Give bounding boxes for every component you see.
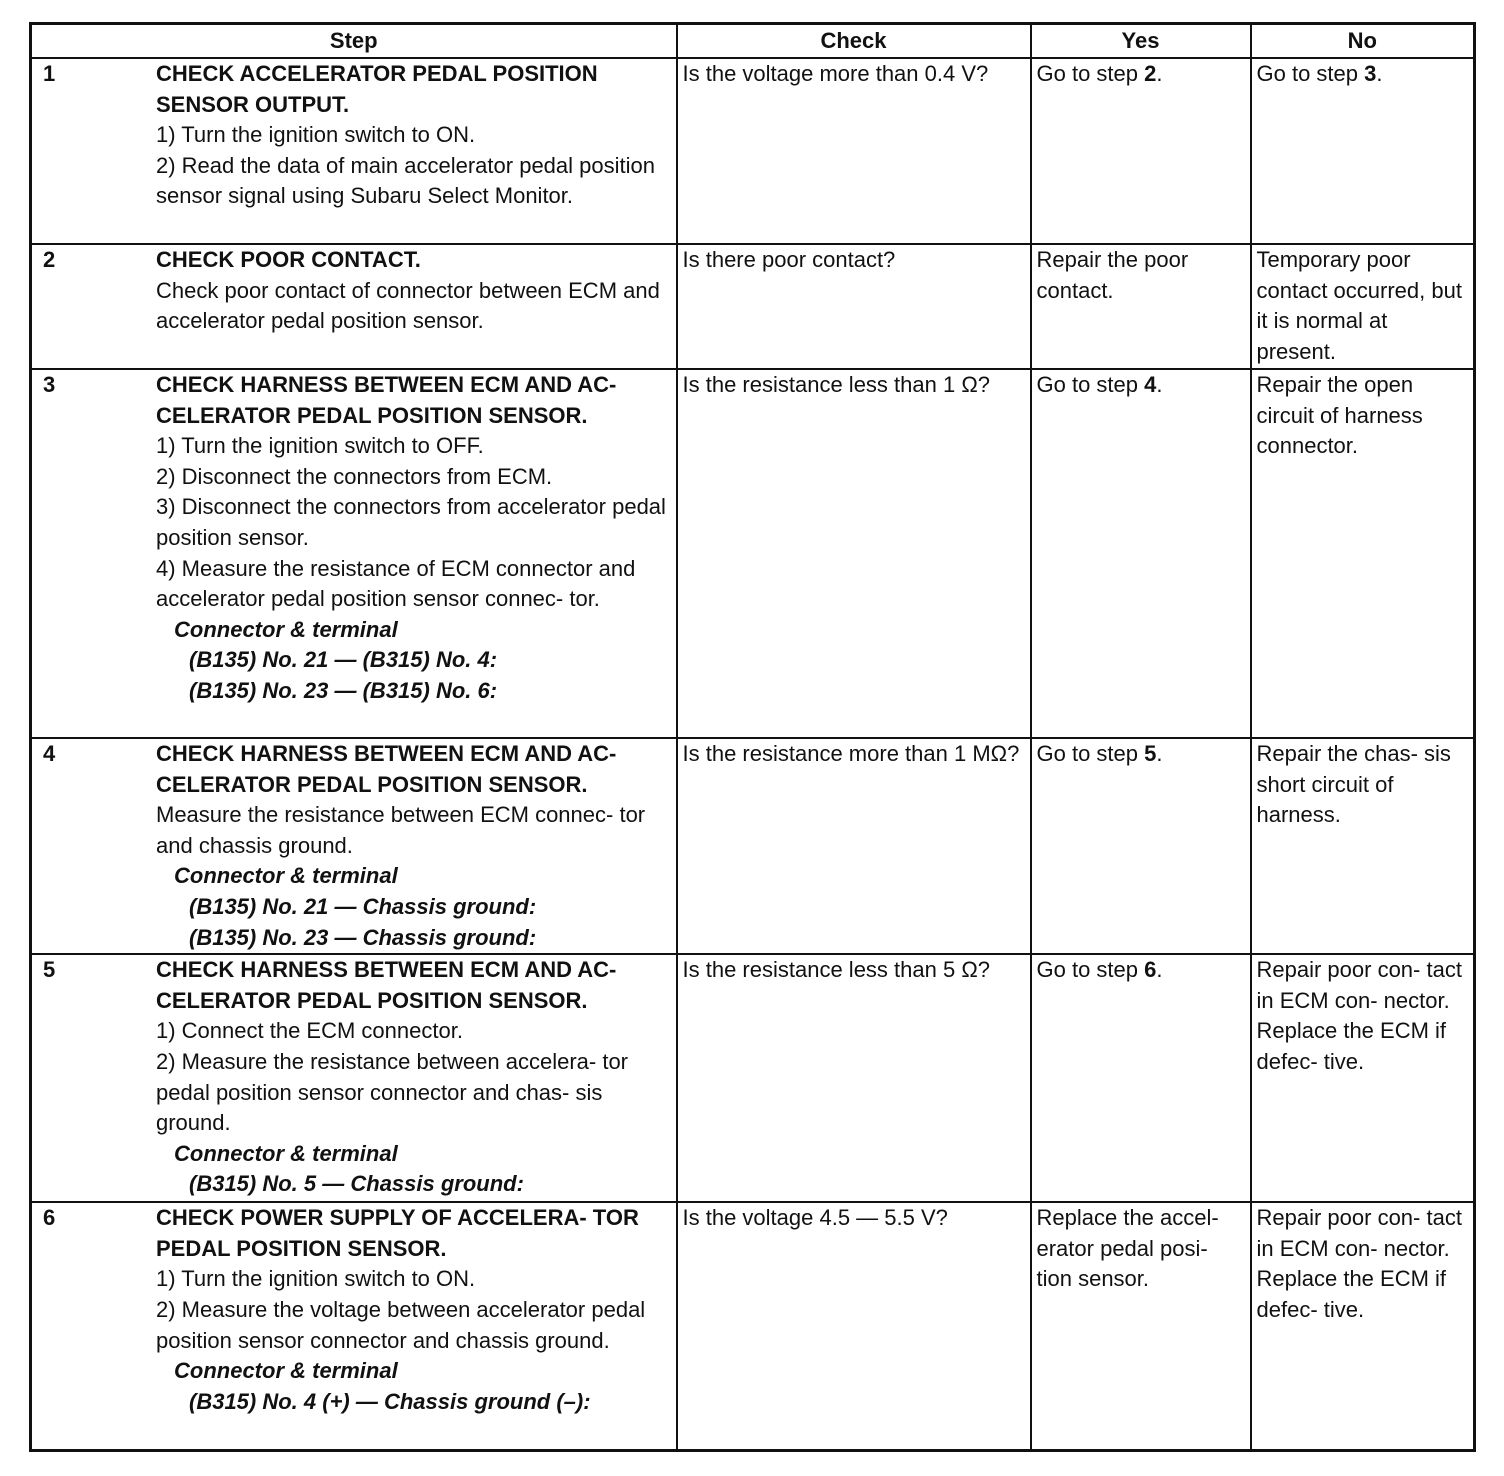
connector-terminal-line: (B135) No. 21 — (B315) No. 4:: [189, 647, 498, 673]
yes-text: Go to step: [1036, 957, 1145, 983]
yes-cell: [1031, 58, 1251, 244]
connector-terminal-line: (B315) No. 4 (+) — Chassis ground (–):: [189, 1388, 591, 1414]
connector-terminal-line: (B135) No. 23 — Chassis ground:: [189, 924, 537, 950]
table-row: [31, 954, 1475, 1202]
step-instruction: Check poor contact of connector between ECM and accelerator pedal position sensor.: [156, 277, 660, 334]
step-instruction: 2) Measure the voltage between accelerator pedal position sensor connector and chassis ground.: [156, 1296, 646, 1353]
step-number: 2: [43, 247, 56, 272]
step-cell: [31, 1202, 677, 1450]
check-cell: Is there poor contact?: [677, 244, 1031, 369]
no-cell: [1251, 58, 1475, 244]
yes-text: Go to step: [1036, 741, 1145, 766]
header-yes: Yes: [1031, 24, 1251, 59]
yes-cell: Repair the poor contact.: [1031, 244, 1251, 369]
no-cell: Repair the open circuit of harness connector.: [1251, 369, 1475, 738]
yes-step-ref: 2: [1144, 61, 1157, 86]
step-number: 6: [43, 1205, 56, 1231]
step-title: CHECK POWER SUPPLY OF ACCELERA- TOR PEDAL POSITION SENSOR.: [156, 1205, 639, 1261]
step-title: CHECK POOR CONTACT.: [156, 247, 421, 272]
step-cell: [31, 738, 677, 954]
no-cell: Repair poor con- tact in ECM con- nector. Replace the ECM if defec- tive.: [1251, 1202, 1475, 1450]
table-row: [31, 369, 1475, 738]
yes-cell: Replace the accel- erator pedal posi- tion sensor.: [1031, 1202, 1251, 1450]
step-title: CHECK HARNESS BETWEEN ECM AND AC- CELERATOR PEDAL POSITION SENSOR.: [156, 741, 617, 797]
yes-step-ref: 4: [1144, 372, 1157, 397]
yes-text-end: .: [1156, 957, 1163, 983]
connector-terminal-heading: Connector & terminal: [174, 616, 398, 642]
check-cell: Is the voltage more than 0.4 V?: [677, 58, 1031, 244]
step-number: 5: [43, 957, 56, 983]
connector-terminal-line: (B135) No. 21 — Chassis ground:: [189, 893, 537, 919]
diagnostic-table: [29, 22, 1476, 1452]
step-number: 1: [43, 61, 56, 86]
step-instruction: 3) Disconnect the connectors from accelerator pedal position sensor.: [156, 494, 666, 550]
yes-text: Go to step: [1036, 372, 1145, 397]
connector-terminal-line: (B135) No. 23 — (B315) No. 6:: [189, 677, 498, 703]
yes-text-end: .: [1156, 372, 1163, 397]
no-cell: Repair poor con- tact in ECM con- nector. Replace the ECM if defec- tive.: [1251, 954, 1475, 1202]
step-instruction: 1) Turn the ignition switch to ON.: [156, 122, 476, 148]
header-check: Check: [677, 24, 1031, 59]
step-instruction: Measure the resistance between ECM connec- tor and chassis ground.: [156, 802, 646, 858]
step-number: 4: [43, 741, 56, 766]
yes-cell: [1031, 954, 1251, 1202]
step-title: CHECK ACCELERATOR PEDAL POSITION SENSOR OUTPUT.: [156, 61, 598, 117]
no-text: Go to step: [1256, 61, 1365, 86]
step-instruction: 2) Disconnect the connectors from ECM.: [156, 463, 553, 489]
yes-step-ref: 6: [1144, 957, 1157, 983]
header-no: No: [1251, 24, 1475, 59]
table-row: [31, 244, 1475, 369]
step-instruction: 1) Connect the ECM connector.: [156, 1018, 463, 1044]
step-cell: [31, 369, 677, 738]
step-instruction: 2) Measure the resistance between accelera- tor pedal position sensor connector and chas- sis ground.: [156, 1048, 629, 1136]
yes-text-end: .: [1156, 741, 1163, 766]
connector-terminal-heading: Connector & terminal: [174, 1358, 398, 1384]
step-instruction: 1) Turn the ignition switch to OFF.: [156, 433, 484, 459]
header-row: [31, 24, 1475, 59]
header-step: Step: [31, 24, 677, 59]
step-title: CHECK HARNESS BETWEEN ECM AND AC- CELERATOR PEDAL POSITION SENSOR.: [156, 372, 617, 428]
step-number: 3: [43, 372, 56, 397]
table-row: [31, 1202, 1475, 1450]
no-cell: Temporary poor contact occurred, but it is normal at present.: [1251, 244, 1475, 369]
step-instruction: 4) Measure the resistance of ECM connector and accelerator pedal position sensor connec- tor.: [156, 555, 636, 612]
yes-cell: [1031, 738, 1251, 954]
yes-step-ref: 5: [1144, 741, 1157, 766]
connector-terminal-line: (B315) No. 5 — Chassis ground:: [189, 1171, 524, 1197]
connector-terminal-heading: Connector & terminal: [174, 863, 398, 889]
step-cell: [31, 244, 677, 369]
check-cell: Is the voltage 4.5 — 5.5 V?: [677, 1202, 1031, 1450]
yes-text-end: .: [1156, 61, 1163, 86]
yes-cell: [1031, 369, 1251, 738]
step-instruction: 2) Read the data of main accelerator pedal position sensor signal using Subaru Select Monitor.: [156, 152, 655, 209]
step-cell: [31, 954, 677, 1202]
step-instruction: 1) Turn the ignition switch to ON.: [156, 1266, 476, 1292]
check-cell: Is the resistance less than 1 Ω?: [677, 369, 1031, 738]
connector-terminal-heading: Connector & terminal: [174, 1140, 398, 1166]
table-row: [31, 58, 1475, 244]
check-cell: Is the resistance less than 5 Ω?: [677, 954, 1031, 1202]
check-cell: Is the resistance more than 1 MΩ?: [677, 738, 1031, 954]
no-cell: Repair the chas- sis short circuit of harness.: [1251, 738, 1475, 954]
no-text-end: .: [1376, 61, 1383, 86]
step-title: CHECK HARNESS BETWEEN ECM AND AC- CELERATOR PEDAL POSITION SENSOR.: [156, 957, 617, 1013]
step-cell: [31, 58, 677, 244]
no-step-ref: 3: [1364, 61, 1377, 86]
table-row: [31, 738, 1475, 954]
yes-text: Go to step: [1036, 61, 1145, 86]
